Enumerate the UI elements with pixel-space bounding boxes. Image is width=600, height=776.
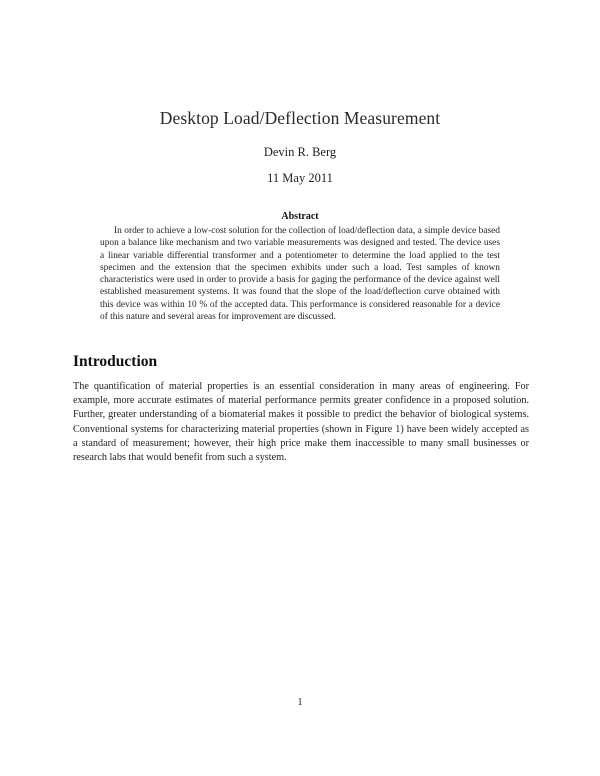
paper-author: Devin R. Berg [263,145,337,159]
paper-date: 11 May 2011 [267,171,333,185]
introduction-text: The quantification of material properties is an essential consideration in many areas of engineering. For example, more accurate estimates of material performance permits greater confidence in a proposed solution. Further, greater understanding of a biomaterial makes it possible to predict the behavior of biological systems. Conventional systems for characterizing material properties (shown in Figure 1) have been widely accepted as a standard of measurement; however, their high price make them inaccessible to many small businesses or research labs that would benefit from such a system. [73,381,529,464]
introduction-heading: Introduction [73,353,158,370]
abstract-text: In order to achieve a low-cost solution for the collection of load/deflection data, a simple device based upon a balance like mechanism and two variable measurements was designed and tested. The device uses a linear variable differential transformer and a potentiometer to determine the load applied to the test specimen and the extension that the specimen exhibits under such a load. Test samples of known characteristics were used in order to provide a basis for gaging the performance of the device against well established measurement systems. It was found that the slope of the load/deflection curve obtained with this device was within 10 % of the accepted data. This performance is considered reasonable for a device of this nature and several areas for improvement are discussed. [100,226,500,323]
page-number: 1 [297,697,303,708]
paper-title: Desktop Load/Deflection Measurement [159,108,441,128]
abstract-heading: Abstract [281,211,319,222]
